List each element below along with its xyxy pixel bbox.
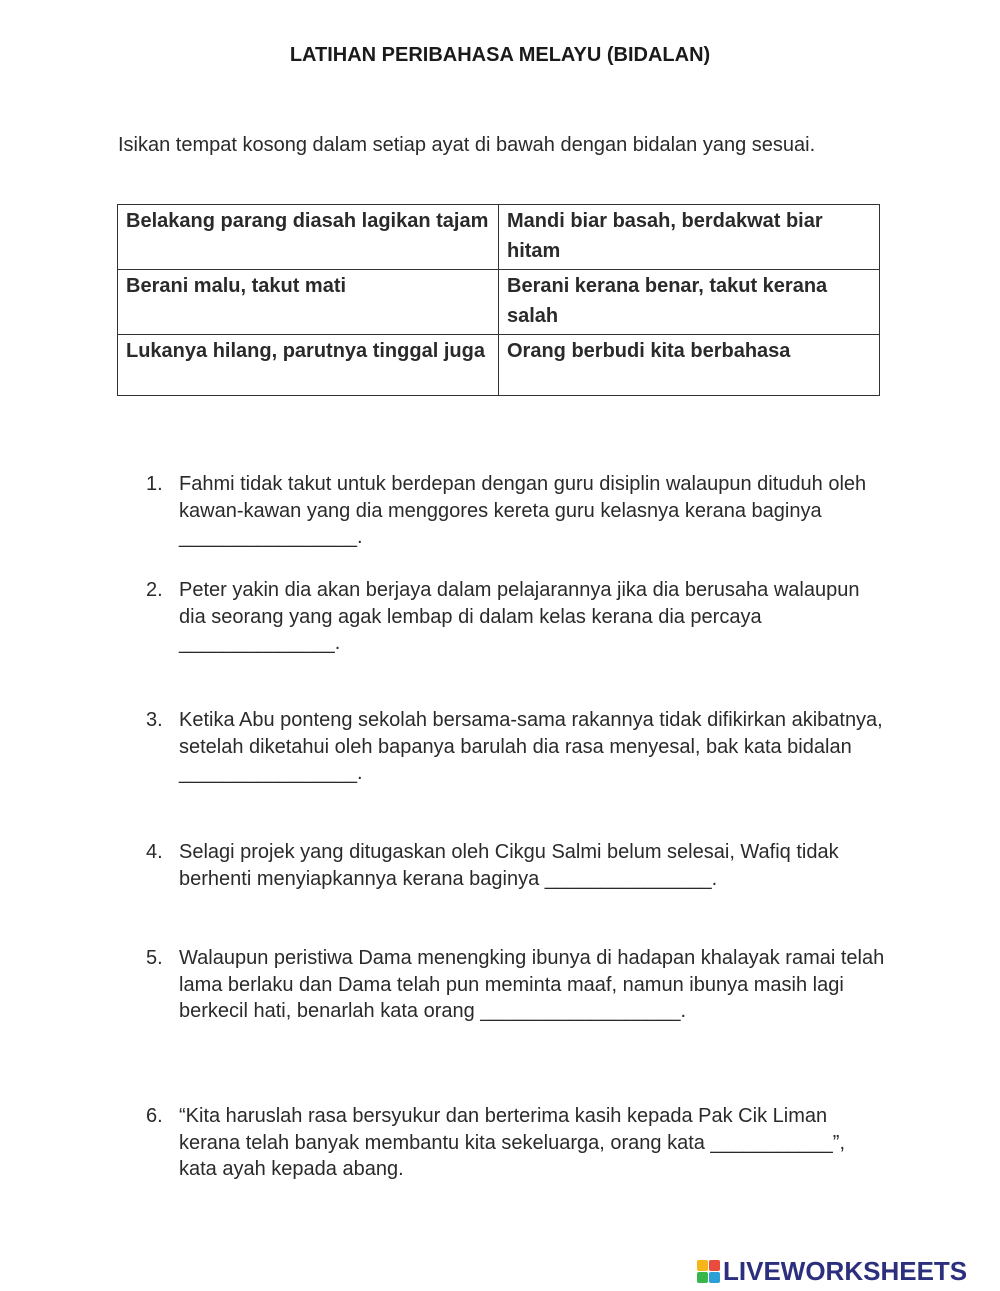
page-title: LATIHAN PERIBAHASA MELAYU (BIDALAN) — [289, 44, 711, 66]
instruction-text: Isikan tempat kosong dalam setiap ayat di bawah dengan bidalan yang sesuai. — [118, 134, 816, 156]
table-row — [118, 205, 880, 270]
table-cell: Lukanya hilang, parutnya tinggal juga — [118, 335, 499, 396]
logo-tile — [697, 1272, 708, 1283]
table-cell: Berani malu, takut mati — [118, 270, 499, 335]
question-text[interactable]: Walaupun peristiwa Dama menengking ibunya di hadapan khalayak ramai telah lama berlaku dan Dama telah pun meminta maaf, namun ibunya masih lagi berkecil hati, benarlah kata orang __________________. — [179, 947, 885, 1022]
bidalan-table — [117, 204, 880, 396]
logo-tile — [709, 1260, 720, 1271]
liveworksheets-mark-icon — [697, 1260, 720, 1283]
logo-tile — [697, 1260, 708, 1271]
question-item — [146, 1103, 886, 1183]
question-text[interactable]: Fahmi tidak takut untuk berdepan dengan guru disiplin walaupun dituduh oleh kawan-kawan yang dia menggores kereta guru kelasnya kerana baginya ________________. — [179, 473, 867, 548]
question-text[interactable]: “Kita haruslah rasa bersyukur dan berterima kasih kepada Pak Cik Liman kerana telah banyak membantu kita sekeluarga, orang kata ___________”, kata ayah kepada abang. — [179, 1105, 846, 1180]
question-item — [146, 577, 886, 657]
question-number: 5. — [146, 947, 163, 969]
table-cell: Belakang parang diasah lagikan tajam — [118, 205, 499, 270]
question-text[interactable]: Ketika Abu ponteng sekolah bersama-sama rakannya tidak difikirkan akibatnya, setelah diketahui oleh bapanya barulah dia rasa menyesal, bak kata bidalan ________________. — [179, 709, 883, 784]
question-item — [146, 839, 886, 892]
question-number: 3. — [146, 709, 163, 731]
question-number: 2. — [146, 579, 163, 601]
question-item — [146, 707, 886, 787]
logo-tile — [709, 1272, 720, 1283]
question-text[interactable]: Peter yakin dia akan berjaya dalam pelajarannya jika dia berusaha walaupun dia seorang yang agak lembap di dalam kelas kerana dia percaya ______________. — [179, 579, 860, 654]
table-cell: Orang berbudi kita berbahasa — [499, 335, 880, 396]
question-number: 6. — [146, 1105, 163, 1127]
question-number: 4. — [146, 841, 163, 863]
table-row — [118, 270, 880, 335]
table-cell: Mandi biar basah, berdakwat biar hitam — [499, 205, 880, 270]
table-row — [118, 335, 880, 396]
question-text[interactable]: Selagi projek yang ditugaskan oleh Cikgu Salmi belum selesai, Wafiq tidak berhenti menyiapkannya kerana baginya _______________. — [179, 841, 839, 890]
table-cell: Berani kerana benar, takut kerana salah — [499, 270, 880, 335]
question-number: 1. — [146, 473, 163, 495]
question-item — [146, 945, 886, 1025]
logo-text: LIVEWORKSHEETS — [723, 1255, 968, 1286]
question-item — [146, 471, 886, 551]
liveworksheets-logo[interactable] — [697, 1256, 967, 1286]
